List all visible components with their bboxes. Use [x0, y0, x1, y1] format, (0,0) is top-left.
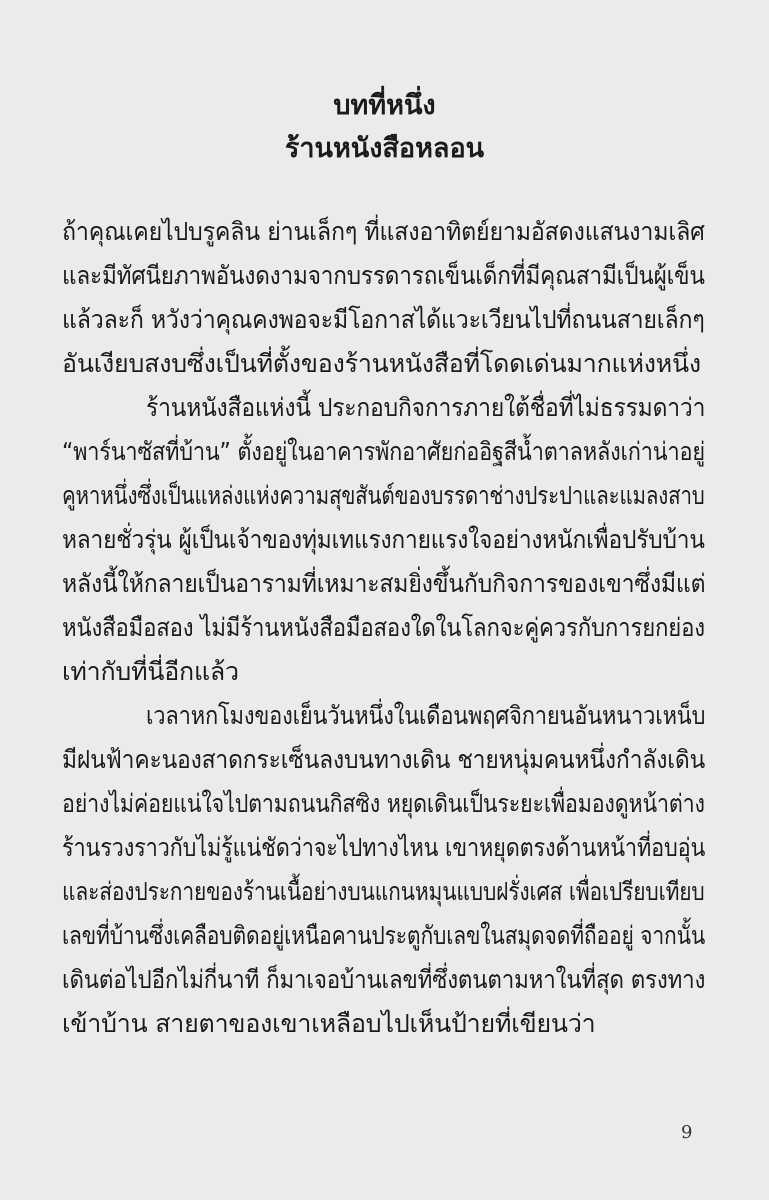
body-line: แล้วละก็ หวังว่าคุณคงพอจะมีโอกาสได้แวะเวียนไปที่ถนนสายเล็กๆ	[62, 305, 705, 334]
body-line: หนังสือมือสอง ไม่มีร้านหนังสือมือสองใดในโลกจะคู่ควรกับการยกย่อง	[62, 613, 705, 642]
body-line: เลขที่บ้านซึ่งเคลือบติดอยู่เหนือคานประตูกับเลขในสมุดจดที่ถืออยู่ จากนั้น	[62, 921, 706, 950]
body-line: เท่ากับที่นี่อีกแล้ว	[62, 657, 239, 686]
body-line: หลังนี้ให้กลายเป็นอารามที่เหมาะสมยิ่งขึ้นกับกิจการของเขาซึ่งมีแต่	[62, 569, 706, 598]
body-line: เวลาหกโมงของเย็นวันหนึ่งในเดือนพฤศจิกายนอันหนาวเหน็บ	[146, 701, 706, 730]
body-line: ถ้าคุณเคยไปบรูคลิน ย่านเล็กๆ ที่แสงอาทิตย์ยามอัสดงแสนงามเลิศ	[62, 217, 705, 246]
body-line: เดินต่อไปอีกไม่กี่นาที ก็มาเจอบ้านเลขที่ซึ่งตนตามหาในที่สุด ตรงทาง	[62, 965, 706, 994]
body-line: ร้านรวงราวกับไม่รู้แน่ชัดว่าจะไปทางไหน เขาหยุดตรงด้านหน้าที่อบอุ่น	[62, 833, 706, 862]
body-line: มีฝนฟ้าคะนองสาดกระเซ็นลงบนทางเดิน ชายหนุ่มคนหนึ่งกำลังเดิน	[62, 745, 706, 774]
body-line: เข้าบ้าน สายตาของเขาเหลือบไปเห็นป้ายที่เขียนว่า	[62, 1009, 596, 1038]
chapter-title: ร้านหนังสือหลอน	[284, 133, 485, 164]
body-line: หลายชั่วรุ่น ผู้เป็นเจ้าของทุ่มเทแรงกายแรงใจอย่างหนักเพื่อปรับบ้าน	[62, 525, 705, 554]
body-line: “พาร์นาซัสที่บ้าน” ตั้งอยู่ในอาคารพักอาศัยก่ออิฐสีน้ำตาลหลังเก่าน่าอยู่	[62, 437, 705, 466]
chapter-number: บทที่หนึ่ง	[333, 90, 436, 121]
body-line: คูหาหนึ่งซึ่งเป็นแหล่งแห่งความสุขสันต์ของบรรดาช่างประปาและแมลงสาบ	[62, 481, 705, 510]
page-number: 9	[681, 1122, 693, 1143]
body-line: ร้านหนังสือแห่งนี้ ประกอบกิจการภายใต้ชื่อที่ไม่ธรรมดาว่า	[146, 393, 706, 422]
body-line: และส่องประกายของร้านเนื้อย่างบนแกนหมุนแบบฝรั่งเศส เพื่อเปรียบเทียบ	[62, 877, 705, 906]
body-line: อันเงียบสงบซึ่งเป็นที่ตั้งของร้านหนังสือที่โดดเด่นมากแห่งหนึ่ง	[62, 349, 701, 378]
body-line: และมีทัศนียภาพอันงดงามจากบรรดารถเข็นเด็กที่มีคุณสามีเป็นผู้เข็น	[62, 261, 705, 290]
body-line: อย่างไม่ค่อยแน่ใจไปตามถนนกิสซิง หยุดเดินเป็นระยะเพื่อมองดูหน้าต่าง	[62, 789, 705, 818]
